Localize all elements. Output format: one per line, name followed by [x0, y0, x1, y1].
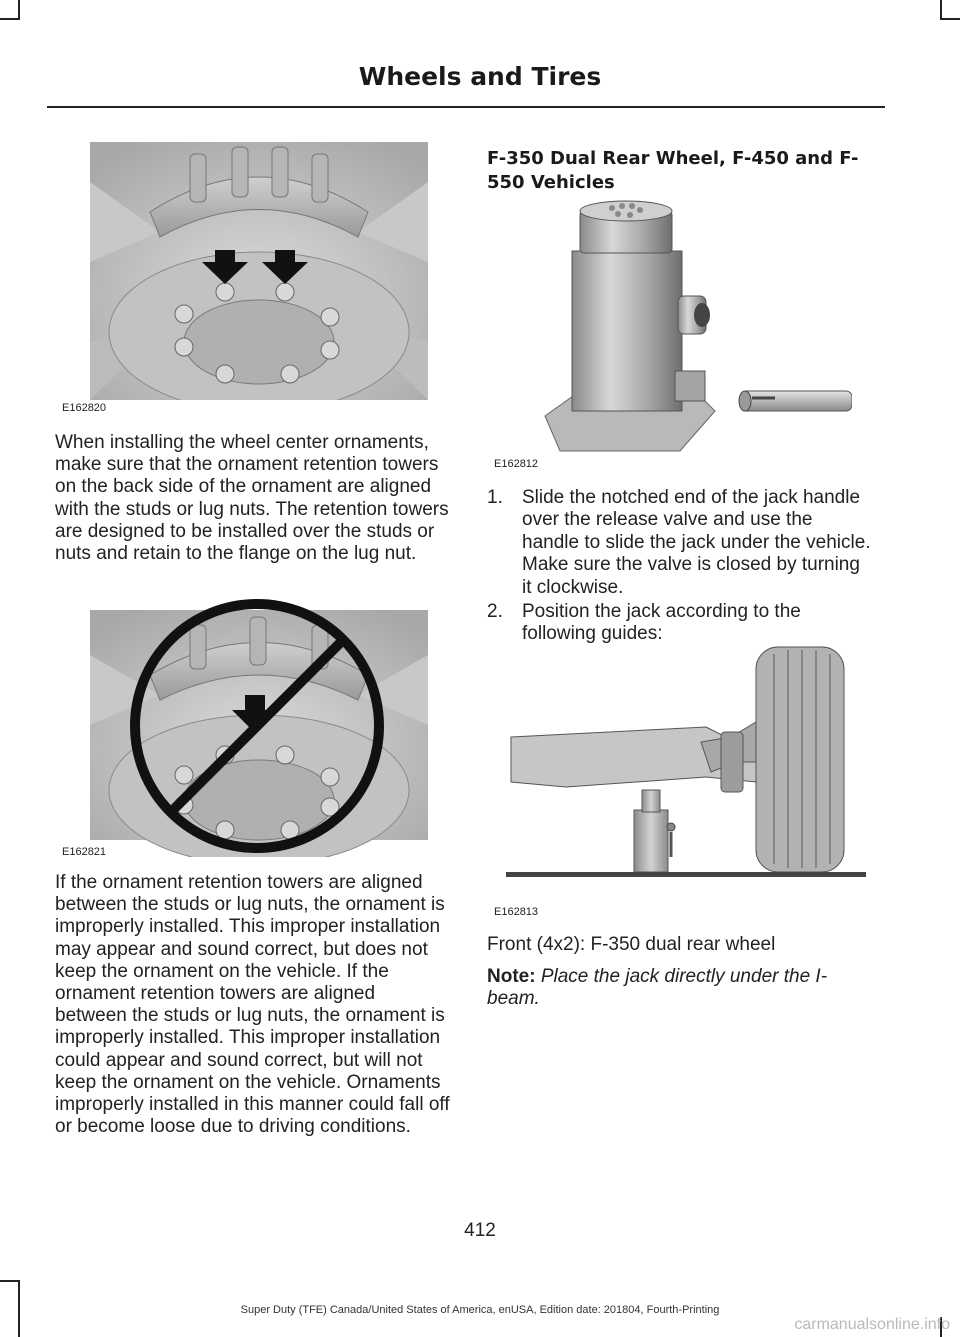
- page-title: Wheels and Tires: [358, 62, 602, 91]
- note: [487, 966, 872, 1010]
- crop-mark: [940, 0, 942, 20]
- step-number: 1.: [487, 487, 503, 508]
- step-text: Slide the notched end of the jack handle over the release valve and use the handle to slide the jack under the vehicle. Make sure the valve is closed by turning it clockwise.: [522, 487, 871, 598]
- step-text: Position the jack according to the following guides:: [522, 601, 801, 645]
- wheel-ornament-correct-illustration: [90, 142, 428, 400]
- figure-id: E162812: [494, 458, 539, 470]
- header-rule: [47, 106, 885, 108]
- watermark: carmanualsonline.info: [794, 1316, 950, 1333]
- figure-id: E162813: [494, 906, 539, 918]
- note-label: Note:: [487, 966, 536, 987]
- crop-mark: [18, 0, 20, 20]
- ornament-install-paragraph: When installing the wheel center ornaments, make sure that the ornament retention towers on the back side of the ornament are aligned with the studs or lug nuts. The retention towers are designed to be installed over the studs or nuts and retain to the flange on the lug nut.: [55, 432, 449, 565]
- jack-placement-illustration: [506, 642, 866, 892]
- step-list-item: [487, 601, 872, 646]
- figure-caption: Front (4x2): F-350 dual rear wheel: [487, 934, 776, 955]
- bottle-jack-illustration: [540, 196, 852, 468]
- edition-footer: Super Duty (TFE) Canada/United States of America, enUSA, Edition date: 201804, Fourth-Printing: [240, 1304, 720, 1316]
- figure-id: E162821: [62, 846, 107, 858]
- figure-id: E162820: [62, 402, 107, 414]
- ornament-improper-paragraph: If the ornament retention towers are aligned between the studs or lug nuts, the ornament is improperly installed. This improper installation may appear and sound correct, but does not keep the ornament on the vehicle. If the ornament retention towers are aligned between the studs or lug nuts, the ornament is improperly installed. This improper installation could appear and sound correct, but will not keep the ornament on the vehicle. Ornaments improperly installed in this manner could fall off or become loose due to driving conditions.: [55, 872, 450, 1138]
- crop-mark: [0, 18, 20, 20]
- crop-mark: [940, 18, 960, 20]
- section-heading: F-350 Dual Rear Wheel, F-450 and F-550 Vehicles: [487, 148, 859, 193]
- page-number: 412: [464, 1220, 496, 1241]
- step-number: 2.: [487, 601, 503, 622]
- step-list-item: [487, 487, 872, 599]
- note-text: Place the jack directly under the I-beam.: [487, 966, 828, 1010]
- crop-mark: [0, 1280, 20, 1282]
- wheel-ornament-incorrect-illustration: [90, 595, 428, 857]
